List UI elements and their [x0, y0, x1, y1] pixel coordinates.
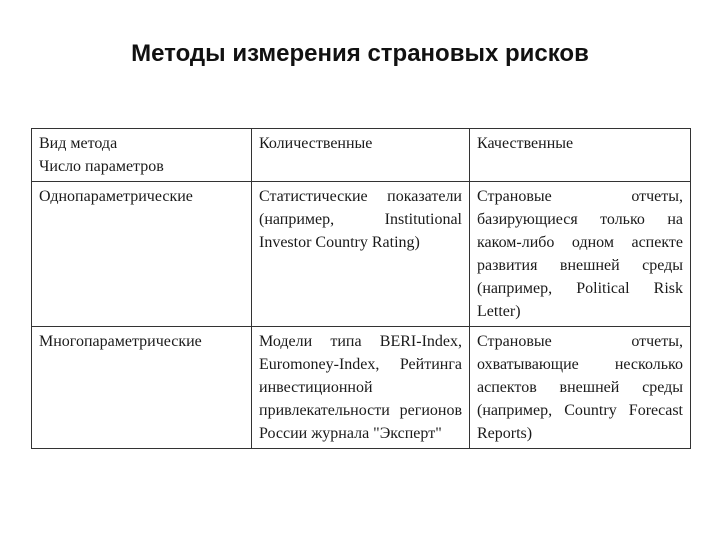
row-qualitative-cell: Страновые отчеты, базирующиеся только на каком-либо одном аспекте развития внешней среды (например, Political Risk Letter) [470, 182, 691, 327]
row-quantitative-cell: Статистические показатели (например, Institutional Investor Country Rating) [252, 182, 470, 327]
header-method-type-label: Вид метода [39, 135, 118, 152]
header-param-count-label: Число параметров [39, 158, 164, 175]
row-label: Однопараметрические [32, 182, 252, 327]
row-qualitative-cell: Страновые отчеты, охватывающие несколько аспектов внешней среды (например, Country Forecast Reports) [470, 327, 691, 449]
slide-title: Методы измерения страновых рисков [131, 40, 589, 67]
header-qualitative: Качественные [470, 129, 691, 182]
row-quantitative-cell: Модели типа BERI-Index, Euromoney-Index, Рейтинга инвестиционной привлекательности регионов России журнала "Эксперт" [252, 327, 470, 449]
methods-table [31, 128, 691, 449]
table-header-row [32, 129, 691, 182]
header-quantitative: Количественные [252, 129, 470, 182]
row-label: Многопараметрические [32, 327, 252, 449]
header-method-type [32, 129, 252, 182]
table-row [32, 182, 691, 327]
table-row [32, 327, 691, 449]
